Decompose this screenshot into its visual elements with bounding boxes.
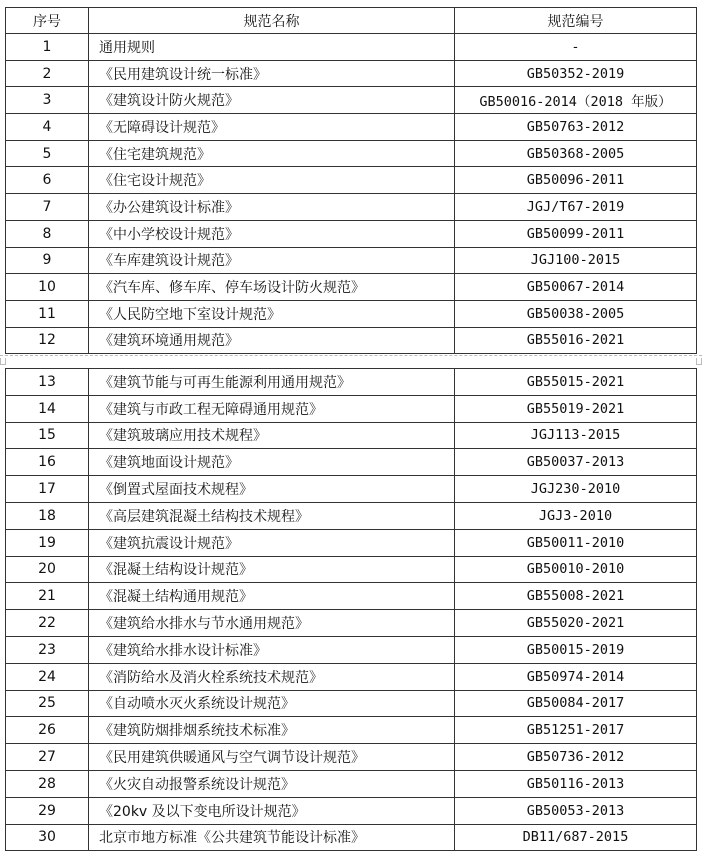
row-index: 6	[6, 167, 89, 194]
row-index: 27	[6, 744, 89, 771]
table-row	[6, 220, 697, 247]
standard-name: 《建筑设计防火规范》	[89, 87, 455, 114]
standard-name: 通用规则	[89, 34, 455, 61]
standard-code: GB51251-2017	[455, 717, 697, 744]
table-row	[6, 610, 697, 637]
standard-name: 《建筑地面设计规范》	[89, 449, 455, 476]
standard-name: 北京市地方标准《公共建筑节能设计标准》	[89, 824, 455, 851]
standard-name: 《民用建筑供暖通风与空气调节设计规范》	[89, 744, 455, 771]
row-index: 28	[6, 770, 89, 797]
standard-name: 《建筑抗震设计规范》	[89, 529, 455, 556]
standard-code: GB50736-2012	[455, 744, 697, 771]
row-index: 25	[6, 690, 89, 717]
standard-code: GB50084-2017	[455, 690, 697, 717]
standard-name: 《住宅设计规范》	[89, 167, 455, 194]
table-row	[6, 529, 697, 556]
standard-name: 《建筑防烟排烟系统技术标准》	[89, 717, 455, 744]
page-corner-mark	[696, 358, 702, 365]
table-row	[6, 300, 697, 327]
table-row	[6, 663, 697, 690]
standard-name: 《高层建筑混凝土结构技术规程》	[89, 502, 455, 529]
table-row	[6, 60, 697, 87]
standard-code: GB50038-2005	[455, 300, 697, 327]
row-index: 18	[6, 502, 89, 529]
row-index: 3	[6, 87, 89, 114]
header-code: 规范编号	[455, 8, 697, 34]
standard-name: 《20kv 及以下变电所设计规范》	[89, 797, 455, 824]
row-index: 13	[6, 369, 89, 396]
standard-name: 《消防给水及消火栓系统技术规范》	[89, 663, 455, 690]
table-row	[6, 690, 697, 717]
row-index: 30	[6, 824, 89, 851]
table-row	[6, 34, 697, 61]
row-index: 24	[6, 663, 89, 690]
standard-name: 《车库建筑设计规范》	[89, 247, 455, 274]
row-index: 14	[6, 395, 89, 422]
standard-name: 《住宅建筑规范》	[89, 140, 455, 167]
table-row	[6, 247, 697, 274]
row-index: 21	[6, 583, 89, 610]
row-index: 26	[6, 717, 89, 744]
standard-code: JGJ/T67-2019	[455, 194, 697, 221]
standard-code: GB50011-2010	[455, 529, 697, 556]
header-row	[6, 8, 697, 34]
standards-table-part1	[5, 7, 697, 354]
row-index: 17	[6, 476, 89, 503]
standard-name: 《建筑给水排水与节水通用规范》	[89, 610, 455, 637]
row-index: 4	[6, 114, 89, 141]
row-index: 19	[6, 529, 89, 556]
standard-name: 《火灾自动报警系统设计规范》	[89, 770, 455, 797]
standard-code: JGJ113-2015	[455, 422, 697, 449]
row-index: 10	[6, 274, 89, 301]
table-row	[6, 395, 697, 422]
standard-name: 《无障碍设计规范》	[89, 114, 455, 141]
standard-code: JGJ230-2010	[455, 476, 697, 503]
row-index: 8	[6, 220, 89, 247]
standard-code: JGJ3-2010	[455, 502, 697, 529]
standard-code: GB50096-2011	[455, 167, 697, 194]
standard-code: GB55016-2021	[455, 327, 697, 354]
table-row	[6, 369, 697, 396]
row-index: 12	[6, 327, 89, 354]
standard-name: 《汽车库、修车库、停车场设计防火规范》	[89, 274, 455, 301]
standard-code: GB50116-2013	[455, 770, 697, 797]
standard-code: GB55015-2021	[455, 369, 697, 396]
standard-code: GB50053-2013	[455, 797, 697, 824]
standard-code: GB50037-2013	[455, 449, 697, 476]
table-row	[6, 194, 697, 221]
standard-code: GB50352-2019	[455, 60, 697, 87]
standard-code: GB50763-2012	[455, 114, 697, 141]
table-row	[6, 717, 697, 744]
table-row	[6, 87, 697, 114]
row-index: 22	[6, 610, 89, 637]
table-row	[6, 476, 697, 503]
row-index: 11	[6, 300, 89, 327]
standard-name: 《办公建筑设计标准》	[89, 194, 455, 221]
table-row	[6, 797, 697, 824]
standard-code: GB50067-2014	[455, 274, 697, 301]
standard-name: 《建筑节能与可再生能源利用通用规范》	[89, 369, 455, 396]
standard-code: GB50016-2014（2018 年版）	[455, 87, 697, 114]
table-row	[6, 744, 697, 771]
row-index: 5	[6, 140, 89, 167]
standard-name: 《自动喷水灭火系统设计规范》	[89, 690, 455, 717]
table-row	[6, 167, 697, 194]
row-index: 1	[6, 34, 89, 61]
table-row	[6, 556, 697, 583]
standard-name: 《建筑环境通用规范》	[89, 327, 455, 354]
row-index: 20	[6, 556, 89, 583]
row-index: 29	[6, 797, 89, 824]
standard-code: GB50974-2014	[455, 663, 697, 690]
standards-table-part2	[5, 368, 697, 851]
standard-code: GB50015-2019	[455, 636, 697, 663]
standard-name: 《倒置式屋面技术规程》	[89, 476, 455, 503]
row-index: 9	[6, 247, 89, 274]
row-index: 23	[6, 636, 89, 663]
table-row	[6, 583, 697, 610]
standard-code: JGJ100-2015	[455, 247, 697, 274]
standard-name: 《建筑给水排水设计标准》	[89, 636, 455, 663]
row-index: 15	[6, 422, 89, 449]
page-break-separator	[0, 355, 702, 364]
standard-code: GB55019-2021	[455, 395, 697, 422]
header-index: 序号	[6, 8, 89, 34]
standard-name: 《民用建筑设计统一标准》	[89, 60, 455, 87]
header-name: 规范名称	[89, 8, 455, 34]
standard-name: 《混凝土结构设计规范》	[89, 556, 455, 583]
standard-code: -	[455, 34, 697, 61]
table-row	[6, 274, 697, 301]
table-row	[6, 422, 697, 449]
table-row	[6, 327, 697, 354]
standard-code: GB55020-2021	[455, 610, 697, 637]
standard-code: GB50368-2005	[455, 140, 697, 167]
table-row	[6, 140, 697, 167]
standard-code: DB11/687-2015	[455, 824, 697, 851]
row-index: 2	[6, 60, 89, 87]
page-corner-mark	[0, 358, 6, 365]
standard-code: GB50010-2010	[455, 556, 697, 583]
table-row	[6, 770, 697, 797]
table-row	[6, 502, 697, 529]
table-row	[6, 824, 697, 851]
standard-name: 《建筑玻璃应用技术规程》	[89, 422, 455, 449]
standard-code: GB55008-2021	[455, 583, 697, 610]
table-row	[6, 449, 697, 476]
table-row	[6, 636, 697, 663]
table-row	[6, 114, 697, 141]
standard-name: 《混凝土结构通用规范》	[89, 583, 455, 610]
standard-name: 《人民防空地下室设计规范》	[89, 300, 455, 327]
row-index: 16	[6, 449, 89, 476]
standard-name: 《中小学校设计规范》	[89, 220, 455, 247]
row-index: 7	[6, 194, 89, 221]
standard-code: GB50099-2011	[455, 220, 697, 247]
standard-name: 《建筑与市政工程无障碍通用规范》	[89, 395, 455, 422]
